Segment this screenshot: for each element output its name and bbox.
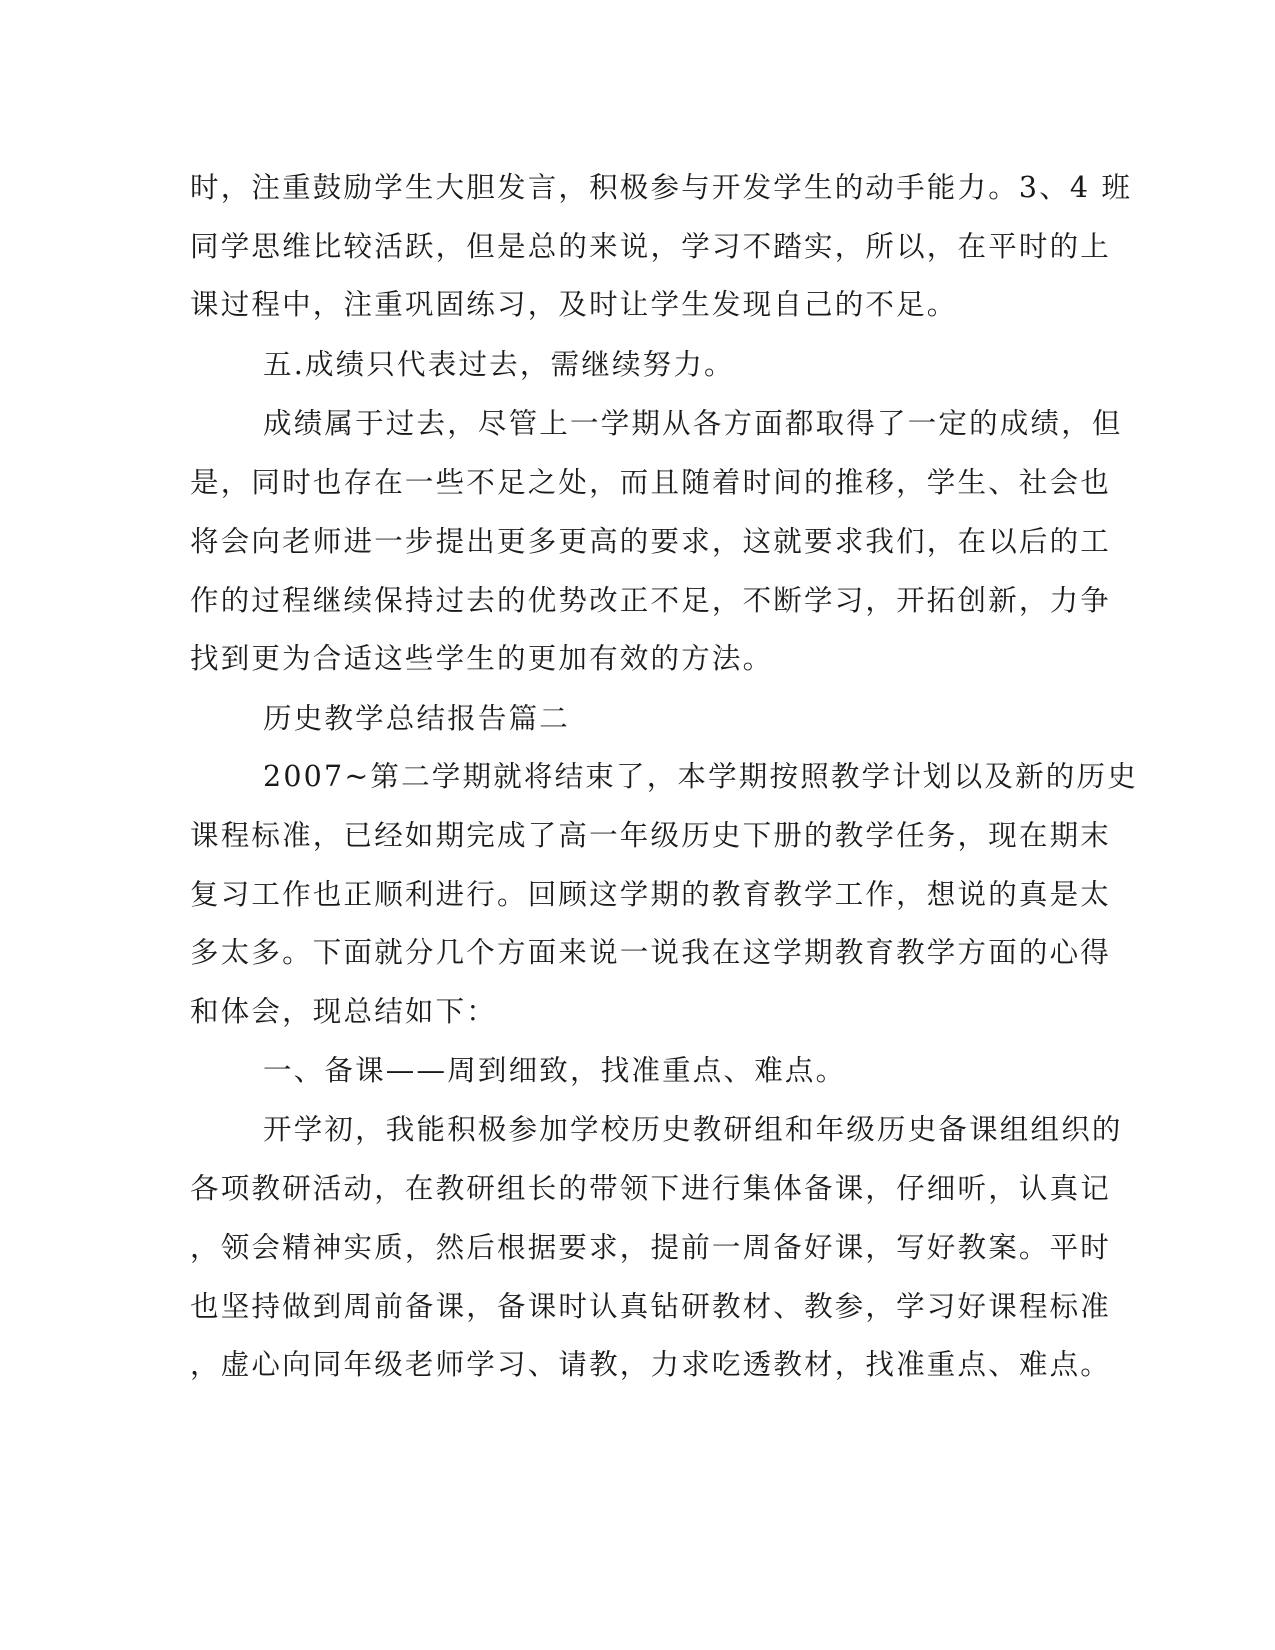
text-line: 时，注重鼓励学生大胆发言，积极参与开发学生的动手能力。3、4 班 [190,171,1133,204]
text-line: 将会向老师进一步提出更多更高的要求，这就要求我们，在以后的工 [190,525,1112,558]
text-line: 同学思维比较活跃，但是总的来说，学习不踏实，所以，在平时的上 [190,230,1112,263]
text-line: 2007~第二学期就将结束了，本学期按照教学计划以及新的历史 [263,760,1138,793]
text-line: 是，同时也存在一些不足之处，而且随着时间的推移，学生、社会也 [190,466,1112,499]
text-line: 和体会，现总结如下： [190,995,498,1028]
section-heading: 五.成绩只代表过去，需继续努力。 [263,348,735,381]
text-line: 成绩属于过去，尽管上一学期从各方面都取得了一定的成绩，但 [263,407,1123,440]
section-title: 历史教学总结报告篇二 [263,702,571,735]
text-line: 课过程中，注重巩固练习，及时让学生发现自己的不足。 [190,288,958,321]
text-line: 复习工作也正顺利进行。回顾这学期的教育教学工作，想说的真是太 [190,878,1112,911]
text-line: 课程标准，已经如期完成了高一年级历史下册的教学任务，现在期末 [190,819,1112,852]
text-line: 找到更为合适这些学生的更加有效的方法。 [190,642,774,675]
text-line: ，虚心向同年级老师学习、请教，力求吃透教材，找准重点、难点。 [190,1348,1112,1381]
text-line: 也坚持做到周前备课，备课时认真钻研教材、教参，学习好课程标准 [190,1290,1112,1323]
text-line: 各项教研活动，在教研组长的带领下进行集体备课，仔细听，认真记 [190,1172,1112,1205]
text-line: 多太多。下面就分几个方面来说一说我在这学期教育教学方面的心得 [190,936,1112,969]
section-heading: 一、备课——周到细致，找准重点、难点。 [263,1054,847,1087]
text-line: 开学初，我能积极参加学校历史教研组和年级历史备课组组织的 [263,1113,1123,1146]
text-line: ，领会精神实质，然后根据要求，提前一周备好课，写好教案。平时 [190,1231,1112,1264]
text-line: 作的过程继续保持过去的优势改正不足，不断学习，开拓创新，力争 [190,584,1112,617]
